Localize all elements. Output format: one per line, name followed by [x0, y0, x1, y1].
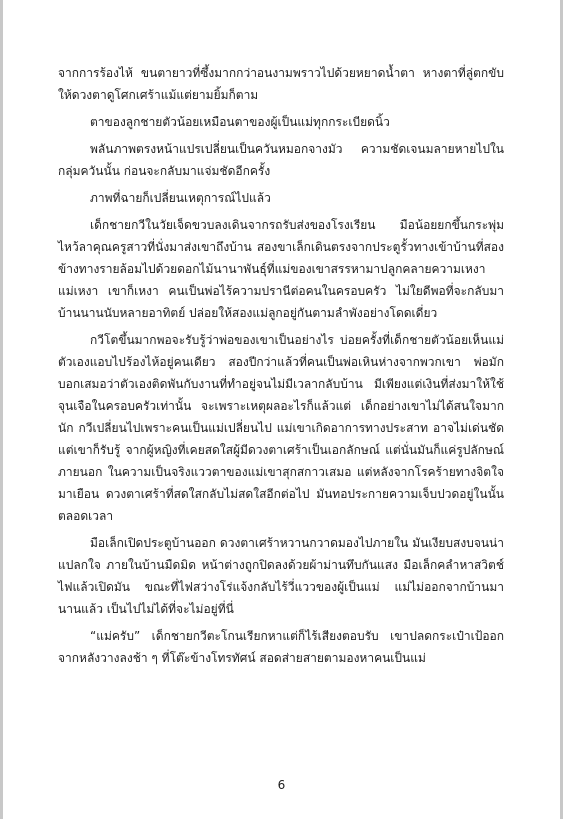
paragraph: กวีโตขึ้นมากพอจะรับรู้ว่าพ่อของเขาเป็นอย่างไร บ่อยครั้งที่เด็กชายตัวน้อยเห็นแม่ตัวเองแอบไปร้องไห้อยู่คนเดียว สองปีกว่าแล้วที่คนเป็นพ่อเหินห่างจากพวกเขา พ่อมักบอกเสมอว่าตัวเองติดพันกับงานที่ทำอยู่จนไม่มีเวลากลับบ้าน มีเพียงแต่เงินที่ส่งมาให้ใช้จุนเจือในครอบครัวเท่านั้น จะเพราะเหตุผลอะไรก็แล้วแต่ เด็กอย่างเขาไม่ได้สนใจมากนัก กวีเปลี่ยนไปเพราะคนเป็นแม่เปลี่ยนไป แม่เขาเกิดอาการทางประสาท อาจไม่เด่นชัดแต่เขาก็รับรู้ จากผู้หญิงที่เคยสดใสผู้มีดวงตาเศร้าเป็นเอกลักษณ์ แต่นั่นมันก็แค่รูปลักษณ์ภายนอก ในความเป็นจริงแววตาของแม่เขาสุกสกาวเสมอ แต่หลังจากโรคร้ายทางจิตใจมาเยือน ดวงตาเศร้าที่สดใสกลับไม่สดใสอีกต่อไป มันทอประกายความเจ็บปวดอยู่ในนั้นตลอดเวลา [58, 333, 504, 523]
paragraph: จากการร้องไห้ ขนตายาวที่ซึ้งมากกว่าอนงามพราวไปด้วยหยาดน้ำตา หางตาที่ลู่ตกขับให้ดวงตาดูโศกเศร้าแม้แต่ยามยิ้มก็ตาม [58, 66, 504, 102]
page-edge [0, 0, 3, 819]
document-body [58, 62, 504, 669]
paragraph: ตาของลูกชายตัวน้อยเหมือนตาของผู้เป็นแม่ทุกกระเบียดนิ้ว [90, 115, 390, 129]
paragraph: พลันภาพตรงหน้าแปรเปลี่ยนเป็นควันหมอกจางมัว ความชัดเจนมลายหายไปในกลุ่มควันนั้น ก่อนจะกลับมาแจ่มชัดอีกครั้ง [58, 142, 504, 178]
paragraph: เด็กชายกวีในวัยเจ็ดขวบลงเดินจากรถรับส่งของโรงเรียน มือน้อยยกขึ้นกระพุ่มไหว้ลาคุณครูสาวที่นั่งมาส่งเขาถึงบ้าน สองขาเล็กเดินตรงจากประตูรั้วทางเข้าบ้านที่สองข้างทางรายล้อมไปด้วยดอกไม้นานาพันธุ์ที่แม่ของเขาสรรหามาปลูกคลายความเหงา แม่เหงา เขาก็เหงา คนเป็นพ่อไร้ความปรานีต่อคนในครอบครัว ไม่ใยดีพอที่จะกลับมาบ้านนานนับหลายอาทิตย์ ปล่อยให้สองแม่ลูกอยู่กันตามลำพังอย่างโดดเดี่ยว [58, 218, 504, 320]
paragraph: “แม่ครับ” เด็กชายกวีตะโกนเรียกหาแต่ก็ไร้เสียงตอบรับ เขาปลดกระเป๋าเป้ออกจากหลังวางลงช้า ๆ ที่โต๊ะข้างโทรทัศน์ สอดส่ายสายตามองหาคนเป็นแม่ [58, 629, 504, 665]
paragraph: ภาพที่ฉายก็เปลี่ยนเหตุการณ์ไปแล้ว [90, 191, 271, 205]
paragraph: มือเล็กเปิดประตูบ้านออก ดวงตาเศร้าหวานกวาดมองไปภายใน มันเงียบสงบจนน่าแปลกใจ ภายในบ้านมืดมิด หน้าต่างถูกปิดลงด้วยผ้าม่านทึบกันแสง มือเล็กคลำหาสวิตช์ไฟแล้วเปิดมัน ขณะที่ไฟสว่างโร่แจ้งกลับไร้วี่แววของผู้เป็นแม่ แม่ไม่ออกจากบ้านมานานแล้ว เป็นไปไม่ได้ที่จะไม่อยู่ที่นี่ [58, 536, 504, 616]
page-number: 6 [277, 778, 286, 792]
